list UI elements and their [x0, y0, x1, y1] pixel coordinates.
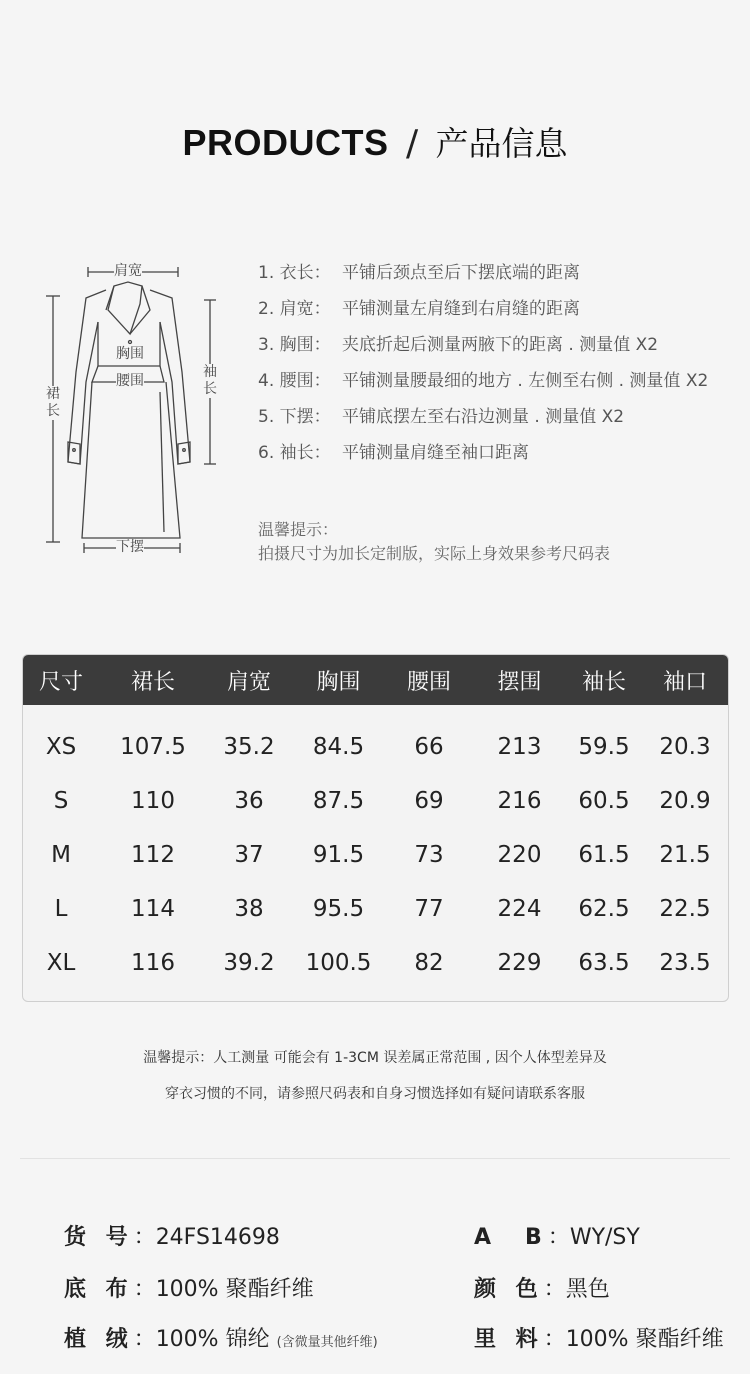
table-cell: 116 [131, 950, 175, 976]
table-row [23, 828, 728, 882]
header-cell: 腰围 [406, 669, 451, 695]
table-cell: 110 [131, 788, 175, 814]
table-cell: M [51, 842, 71, 868]
table-cell: 69 [414, 788, 444, 814]
title-zh: 产品信息 [435, 124, 568, 163]
table-cell: 22.5 [659, 896, 711, 922]
measure-tip [258, 518, 610, 566]
measurement-item: 3. 胸围： 夹底折起后测量两腋下的距离 . 测量值 X2 [258, 335, 659, 355]
table-cell: 36 [234, 788, 264, 814]
table-cell: 60.5 [578, 788, 630, 814]
table-cell: XS [45, 734, 77, 760]
header-cell: 摆围 [497, 669, 542, 695]
label-hem: 下摆 [116, 539, 144, 555]
tip-text: 拍摄尺寸为加长定制版，实际上身效果参考尺码表 [258, 544, 611, 563]
table-cell: 95.5 [312, 896, 365, 922]
table-cell: 216 [497, 788, 542, 814]
label-waist: 腰围 [116, 373, 144, 389]
table-cell: 38 [234, 896, 264, 922]
table-cell: 63.5 [578, 950, 630, 976]
tip-title: 温馨提示： [258, 520, 339, 539]
table-cell: 107.5 [120, 734, 186, 760]
spec-ab: A B：WY/SY [474, 1225, 640, 1250]
measurement-item: 1. 衣长： 平铺后颈点至后下摆底端的距离 [258, 263, 580, 283]
header-cell: 尺寸 [38, 669, 83, 695]
spec-velvet: 植 绒：100% 锦纶 (含微量其他纤维) [64, 1327, 378, 1352]
measurement-item: 5. 下摆： 平铺底摆左至右沿边测量 . 测量值 X2 [258, 407, 625, 427]
table-cell: 114 [131, 896, 175, 922]
table-body [23, 705, 728, 990]
label-sleeve: 袖长 [203, 364, 217, 397]
dress-diagram [28, 252, 228, 562]
table-cell: 35.2 [223, 734, 275, 760]
table-cell: 224 [497, 896, 542, 922]
section-divider [20, 1158, 730, 1159]
table-cell: 73 [414, 842, 444, 868]
table-row [23, 936, 728, 990]
table-cell: 229 [497, 950, 542, 976]
measurement-item: 2. 肩宽： 平铺测量左肩缝到右肩缝的距离 [258, 299, 580, 319]
table-cell: S [53, 788, 69, 814]
table-cell: 82 [414, 950, 444, 976]
table-cell: 84.5 [312, 734, 365, 760]
table-cell: 20.9 [659, 788, 711, 814]
spec-color: 颜 色：黑色 [474, 1277, 610, 1302]
table-cell: 220 [497, 842, 542, 868]
table-cell: 20.3 [659, 734, 711, 760]
table-cell: 37 [234, 842, 264, 868]
table-cell: 23.5 [659, 950, 711, 976]
label-length: 裙长 [46, 386, 60, 419]
table-cell: 59.5 [578, 734, 630, 760]
table-cell: 213 [497, 734, 542, 760]
header-cell: 裙长 [130, 669, 175, 695]
table-cell: 112 [131, 842, 175, 868]
notice-line-1: 温馨提示：人工测量 可能会有 1-3CM 误差属正常范围 , 因个人体型差异及 [143, 1050, 607, 1066]
size-table [22, 654, 729, 1002]
table-cell: 100.5 [305, 950, 372, 976]
table-cell: XL [46, 950, 76, 976]
table-cell: 87.5 [312, 788, 365, 814]
spec-base-fabric: 底 布：100% 聚酯纤维 [64, 1277, 314, 1302]
table-header [23, 655, 728, 705]
spec-item-no: 货 号：24FS14698 [64, 1225, 280, 1250]
title-en: PRODUCTS [182, 122, 389, 163]
measurement-item: 6. 袖长： 平铺测量肩缝至袖口距离 [258, 443, 529, 463]
size-notice [0, 1040, 750, 1112]
table-cell: 77 [414, 896, 444, 922]
notice-line-2: 穿衣习惯的不同，请参照尺码表和自身习惯选择如有疑问请联系客服 [165, 1086, 585, 1102]
table-cell: 61.5 [578, 842, 630, 868]
spec-lining: 里 料：100% 聚酯纤维 [474, 1327, 724, 1352]
table-cell: 21.5 [659, 842, 711, 868]
table-cell: 39.2 [223, 950, 275, 976]
label-chest: 胸围 [116, 346, 144, 362]
header-cell: 肩宽 [226, 669, 271, 695]
table-row [23, 774, 728, 828]
header-cell: 胸围 [316, 669, 361, 695]
table-row [23, 720, 728, 774]
measurement-item: 4. 腰围： 平铺测量腰最细的地方 . 左侧至右侧 . 测量值 X2 [258, 371, 709, 391]
table-cell: L [54, 896, 68, 922]
table-cell: 91.5 [312, 842, 365, 868]
label-shoulder: 肩宽 [114, 263, 142, 279]
table-row [23, 882, 728, 936]
header-cell: 袖口 [662, 669, 707, 695]
measurement-list [258, 258, 708, 474]
table-cell: 62.5 [578, 896, 630, 922]
title-separator: / [405, 123, 419, 164]
table-cell: 66 [414, 734, 444, 760]
page-title [0, 118, 750, 165]
header-cell: 袖长 [581, 669, 626, 695]
